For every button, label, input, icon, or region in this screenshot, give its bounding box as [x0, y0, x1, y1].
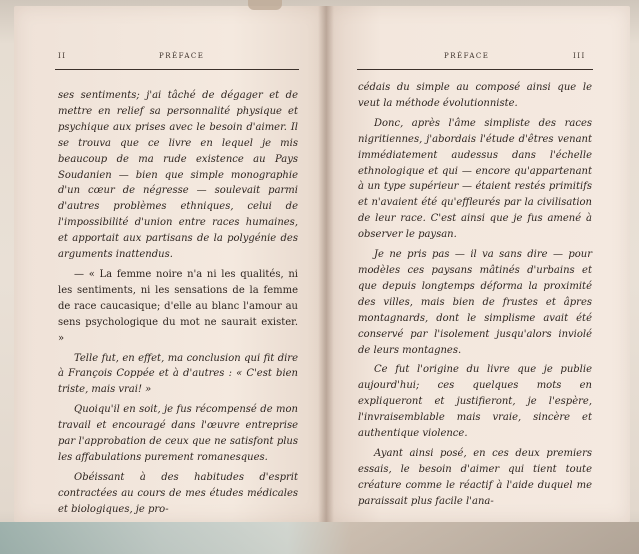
right-page-number: III	[573, 52, 586, 60]
left-paragraph: Quoiqu'il en soit, je fus récompensé de mon travail et encouragé dans l'œuvre entreprise par l'approbation de ceux que ne satisfont plus les affabulations purement romanesques.	[58, 404, 298, 463]
right-paragraph: cédais du simple au composé ainsi que le veut la méthode évolutionniste.	[358, 82, 592, 109]
left-paragraph: ses sentiments; j'ai tâché de dégager et de mettre en relief sa personnalité physique et psychique aux prises avec le besoin d'aimer. Il se trouva que ce livre en lequel je mis beaucoup de ma rude existence au Pays Soudanien — bien que simple monographie d'un cœur de négresse — soulevait parmi d'autres problèmes ethniques, celui de l'impossibilité d'union entre races humaines, et apportait aux partisans de la polygénie des arguments inattendus.	[58, 90, 298, 261]
left-paragraph: Telle fut, en effet, ma conclusion qui fit dire à François Coppée et à d'autres : « C'est bien triste, mais vrai! »	[58, 352, 298, 396]
right-paragraph: Ce fut l'origine du livre que je publie aujourd'hui; ces quelques mots en expliqueront et justifieront, je l'espère, l'invraisemblable mais vraie, sincère et authentique violence.	[358, 364, 592, 440]
right-page-body	[358, 80, 592, 514]
right-paragraph: Donc, après l'âme simpliste des races nigritiennes, j'abordais l'étude d'êtres venant immédiatement audessus dans l'échelle ethnologique et qui — encore qu'appartenant à un type supérieur — étaient restés primitifs et n'avaient été qu'effleurés par la civilisation de leur race. C'est ainsi que je fus amené à observer le paysan.	[358, 117, 592, 241]
book-gutter	[318, 6, 334, 522]
paper-stain	[248, 0, 282, 10]
left-page-number: II	[58, 52, 67, 60]
left-page-body	[58, 88, 298, 522]
left-paragraph: — « La femme noire n'a ni les qualités, ni les sentiments, ni les sensations de la femme de race caucasique; d'elle au blanc l'amour au sens psychologique du mot ne saurait exister. »	[58, 268, 298, 344]
left-header-rule	[55, 69, 299, 70]
right-paragraph: Ayant ainsi posé, en ces deux premiers essais, le besoin d'aimer qui tient toute créature comme le réactif à l'aide duquel me paraissait plus facile l'ana-	[358, 447, 592, 507]
book-cover-edge	[0, 522, 639, 554]
right-paragraph: Je ne pris pas — il va sans dire — pour modèles ces paysans mâtinés d'urbains et que depuis longtemps déforma la proximité des villes, mais bien de frustes et âpres montagnards, dont le simplisme avait été conservé par l'isolement jusqu'alors inviolé de leurs montagnes.	[358, 249, 592, 356]
right-header-rule	[357, 69, 593, 70]
left-running-head: PRÉFACE	[159, 52, 205, 60]
left-paragraph: Obéissant à des habitudes d'esprit contractées au cours de mes études médicales et biologiques, je pro-	[58, 471, 298, 515]
right-running-head: PRÉFACE	[444, 52, 490, 60]
